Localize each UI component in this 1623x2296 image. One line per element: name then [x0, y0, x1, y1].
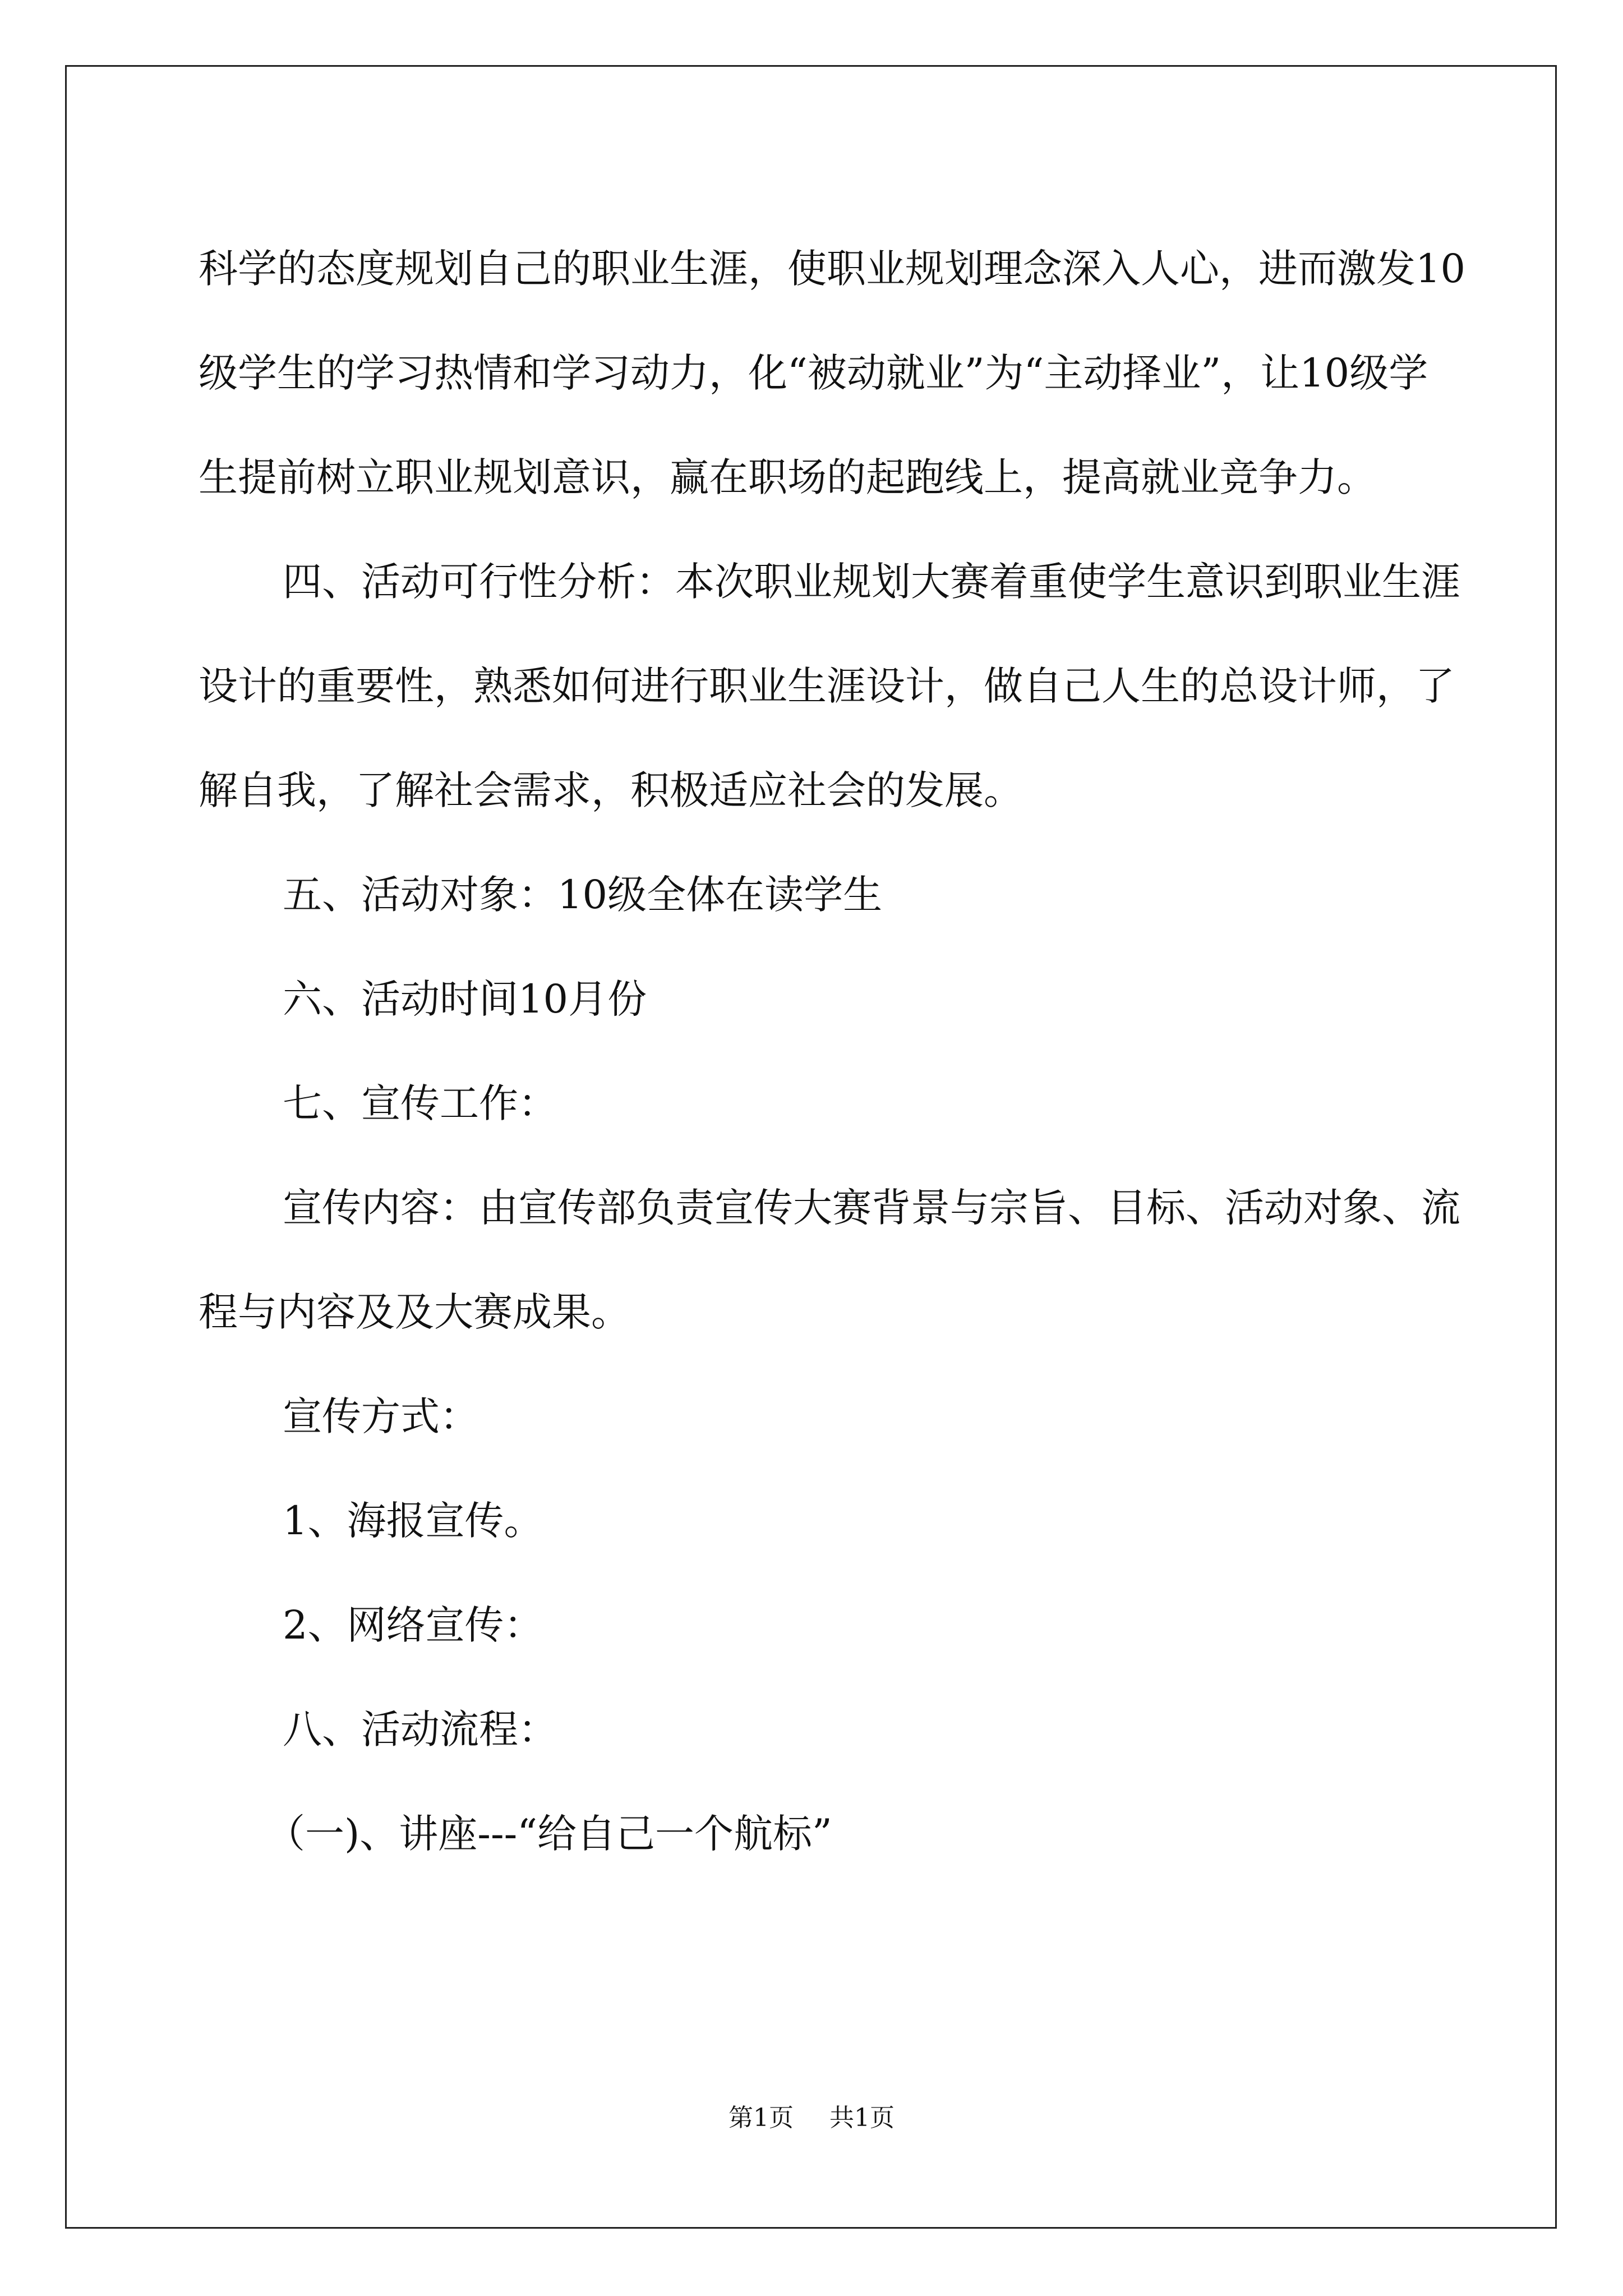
document-body [199, 217, 1466, 1886]
paragraph-online: 2、网络宣传： [283, 1602, 543, 1648]
paragraph-feasibility: 四、活动可行性分析：本次职业规划大赛着重使学生意识到职业生涯设计的重要性，熟悉如何进行职业生涯设计，做自己人生的总设计师，了解自我，了解社会需求，积极适应社会的发展。 [199, 559, 1460, 813]
page-total: 共1页 [829, 2104, 895, 2132]
paragraph-publicity-methods: 宣传方式： [283, 1393, 479, 1439]
paragraph-time: 六、活动时间10月份 [283, 976, 647, 1022]
paragraph-poster: 1、海报宣传。 [283, 1498, 543, 1544]
page-number: 第1页 [728, 2104, 794, 2132]
paragraph-career-goal: 科学的态度规划自己的职业生涯，使职业规划理念深入人心，进而激发10级学生的学习热情和学习动力，化“被动就业”为“主动择业”，让10级学生提前树立职业规划意识，赢在职场的起跑线上，提高就业竞争力。 [199, 246, 1466, 500]
paragraph-publicity-heading: 七、宣传工作： [283, 1080, 557, 1126]
page-footer [0, 2101, 1623, 2135]
paragraph-lecture: （一)、讲座---“给自己一个航标” [266, 1811, 832, 1857]
paragraph-process-heading: 八、活动流程： [283, 1706, 557, 1752]
paragraph-target: 五、活动对象：10级全体在读学生 [283, 872, 883, 918]
paragraph-publicity-content: 宣传内容：由宣传部负责宣传大赛背景与宗旨、目标、活动对象、流程与内容及及大赛成果。 [199, 1185, 1460, 1335]
